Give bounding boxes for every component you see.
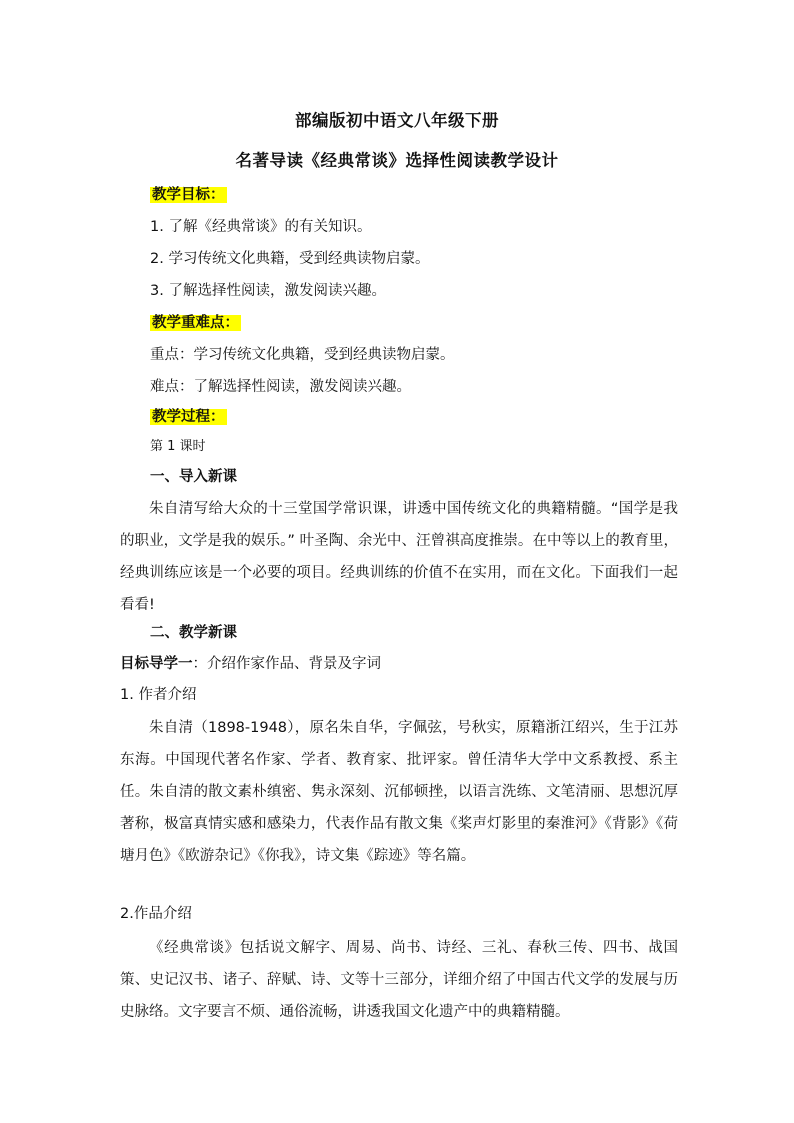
lesson-label: 第 1 课时 xyxy=(150,439,206,454)
section1-heading: 一、导入新课 xyxy=(150,469,237,485)
goal-item: 3. 了解选择性阅读，激发阅读兴趣。 xyxy=(150,283,386,299)
target-heading-label: 目标导学一 xyxy=(120,656,193,672)
section2-heading: 二、教学新课 xyxy=(150,625,237,641)
keypoints-heading: 教学重难点： xyxy=(152,315,239,331)
item2-paragraph: 《经典常谈》包括说文解字、周易、尚书、诗经、三礼、春秋三传、四书、战国策、史记汉书、诸子、辞赋、诗、文等十三部分，详细介绍了中国古代文学的发展与历史脉络。文字要言不烦、通俗流畅，讲透我国文化遗产中的典籍精髓。 xyxy=(120,940,678,1020)
target-heading xyxy=(120,654,381,674)
item1-paragraph: 朱自清（1898-1948），原名朱自华，字佩弦，号秋实，原籍浙江绍兴，生于江苏东海。中国现代著名作家、学者、教育家、批评家。曾任清华大学中文系教授、系主任。朱自清的散文素朴缜密、隽永深刻、沉郁顿挫，以语言洗练、文笔清丽、思想沉厚著称，极富真情实感和感染力，代表作品有散文集《桨声灯影里的秦淮河》《背影》《荷塘月色》《欧游杂记》《你我》，诗文集《踪迹》等名篇。 xyxy=(120,720,678,864)
keypoints-heading-line xyxy=(150,313,241,333)
document-subtitle: 名著导读《经典常谈》选择性阅读教学设计 xyxy=(235,151,559,170)
target-heading-text: ：介绍作家作品、背景及字词 xyxy=(192,656,381,672)
goal-item: 1. 了解《经典常谈》的有关知识。 xyxy=(150,219,372,235)
item2-heading: 2.作品介绍 xyxy=(120,906,192,922)
difficulty-text: 难点：了解选择性阅读，激发阅读兴趣。 xyxy=(150,379,411,395)
process-heading-line xyxy=(150,407,227,427)
keypoint-text: 重点：学习传统文化典籍，受到经典读物启蒙。 xyxy=(150,347,455,363)
document-title: 部编版初中语文八年级下册 xyxy=(295,111,499,130)
goals-heading-line xyxy=(150,185,227,205)
section1-paragraph: 朱自清写给大众的十三堂国学常识课，讲透中国传统文化的典籍精髓。“国学是我的职业，文学是我的娱乐。” 叶圣陶、余光中、汪曾祺高度推崇。在中等以上的教育里，经典训练应该是一个必要的项目。经典训练的价值不在实用，而在文化。下面我们一起看看! xyxy=(120,501,678,613)
goal-item: 2. 学习传统文化典籍，受到经典读物启蒙。 xyxy=(150,251,430,267)
process-heading: 教学过程： xyxy=(152,409,225,425)
item1-heading: 1. 作者介绍 xyxy=(120,687,197,703)
goals-heading: 教学目标： xyxy=(152,187,225,203)
